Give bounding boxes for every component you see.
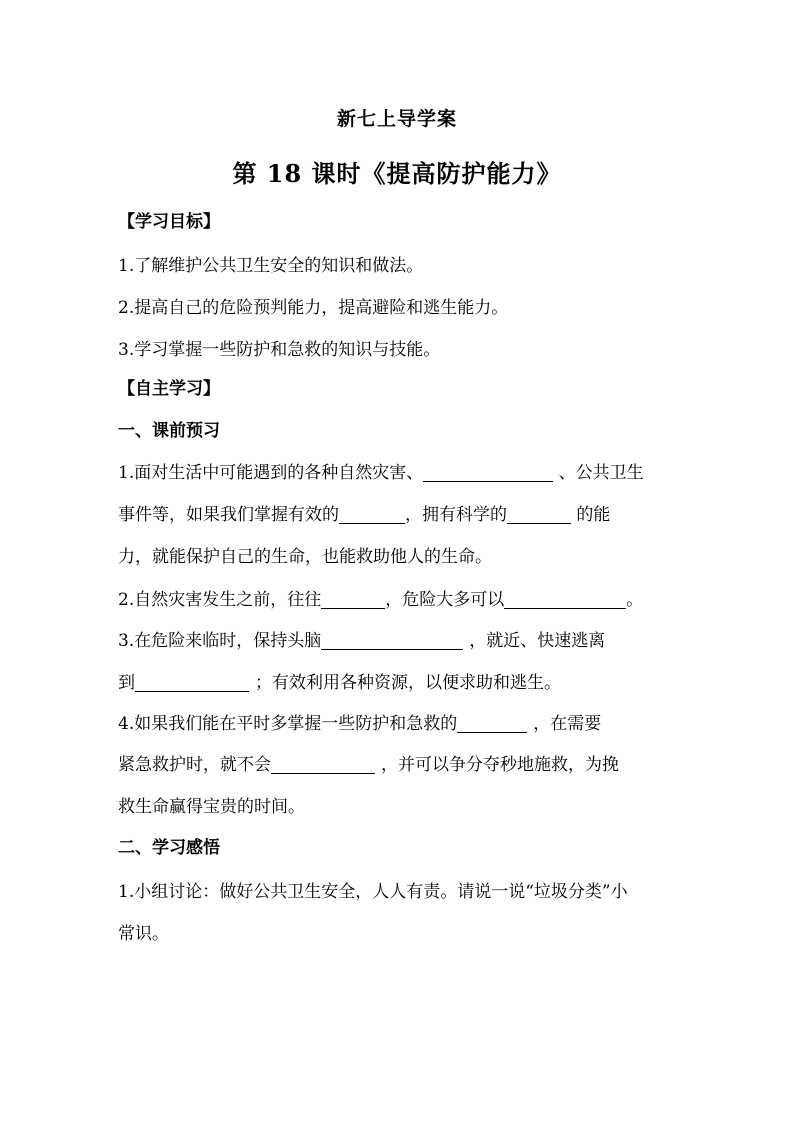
question-4-text-d: ，并可以争分夺秒地施救，为挽	[381, 755, 619, 775]
discussion-line-2: 常识。	[118, 924, 169, 944]
question-2-text-c: 。	[626, 590, 644, 610]
question-1-text-e: 的能	[571, 505, 611, 525]
objective-item-1: 1.了解维护公共卫生安全的知识和做法。	[118, 256, 424, 276]
answer-blank[interactable]	[504, 590, 626, 609]
question-2-line-1	[118, 588, 686, 612]
objectives-heading: 【学习目标】	[118, 212, 220, 232]
self-study-heading: 【自主学习】	[118, 379, 220, 399]
document-title: 新七上导学案	[336, 108, 457, 130]
question-1-text-a: 1.面对生活中可能遇到的各种自然灾害、	[118, 463, 424, 483]
question-1-line-1	[118, 461, 686, 485]
discussion-line-1: 1.小组讨论：做好公共卫生安全，人人有责。请说一说“垃圾分类”小	[118, 882, 628, 902]
answer-blank[interactable]	[507, 505, 571, 524]
question-3-text-c: 到	[118, 673, 135, 693]
preview-section-heading: 一、课前预习	[118, 421, 220, 441]
question-4-text-c: 紧急救护时，就不会	[118, 755, 271, 775]
question-1-text-b: 、公共卫生	[553, 463, 644, 483]
objective-item-3: 3.学习掌握一些防护和急救的知识与技能。	[118, 340, 441, 360]
question-3-text-d: ；有效利用各种资源，以便求助和逃生。	[255, 673, 561, 693]
question-1-line-3: 力，就能保护自己的生命，也能救助他人的生命。	[118, 547, 492, 567]
question-2-text-b: ，危险大多可以	[385, 590, 505, 610]
answer-blank[interactable]	[339, 505, 405, 524]
lesson-title: 第 18 课时《提高防护能力》	[232, 159, 562, 188]
answer-blank[interactable]	[321, 590, 385, 609]
question-1-line-2	[118, 503, 686, 527]
question-4-line-2	[118, 753, 686, 777]
question-1-text-c: 事件等，如果我们掌握有效的	[118, 505, 339, 525]
question-2-text-a: 2.自然灾害发生之前，往往	[118, 590, 322, 610]
answer-blank[interactable]	[423, 463, 553, 482]
question-4-text-b: ，在需要	[533, 714, 602, 734]
question-4-line-3: 救生命赢得宝贵的时间。	[118, 797, 305, 817]
answer-blank[interactable]	[321, 631, 463, 650]
answer-blank[interactable]	[135, 673, 249, 692]
question-3-text-b: ，就近、快速逃离	[469, 631, 606, 651]
answer-blank[interactable]	[271, 755, 375, 774]
question-4-line-1	[118, 712, 686, 736]
answer-blank[interactable]	[457, 714, 527, 733]
question-3-text-a: 3.在危险来临时，保持头脑	[118, 631, 322, 651]
question-3-line-2	[118, 671, 686, 695]
question-4-text-a: 4.如果我们能在平时多掌握一些防护和急救的	[118, 714, 458, 734]
question-1-text-d: ，拥有科学的	[405, 505, 507, 525]
objective-item-2: 2.提高自己的危险预判能力，提高避险和逃生能力。	[118, 298, 509, 318]
question-3-line-1	[118, 629, 686, 653]
reflection-section-heading: 二、学习感悟	[118, 838, 220, 858]
